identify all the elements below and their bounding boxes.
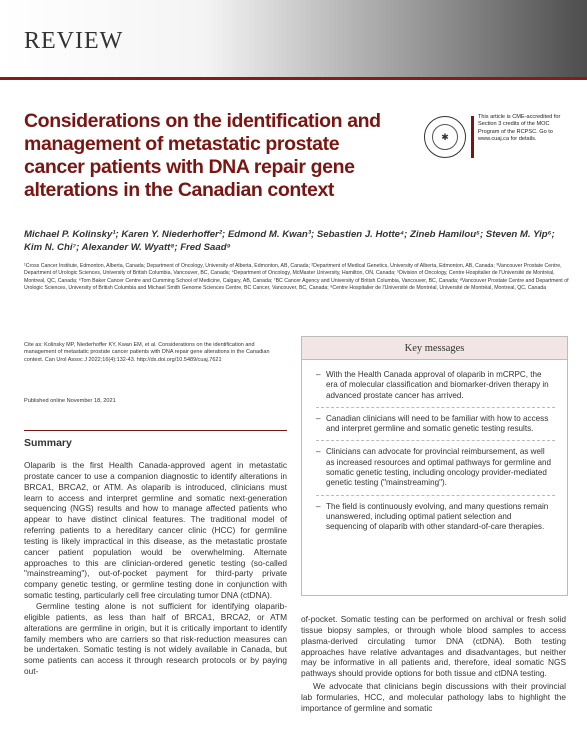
header-divider bbox=[0, 77, 587, 80]
section-label: REVIEW bbox=[24, 28, 124, 54]
key-message-text: The field is continuously evolving, and many questions remain unanswered, including optimal patient selection and sequencing of olaparib with other standard-of-care therapies. bbox=[326, 501, 549, 532]
right-paragraph-2: We advocate that clinicians begin discussions with their provincial lab formularies, HCC, and molecular pathology labs to highlight the importance of germline and somatic bbox=[301, 681, 566, 713]
summary-heading: Summary bbox=[24, 437, 72, 449]
list-item: – The field is continuously evolving, and many questions remain unanswered, including optimal patient selection and sequencing of olaparib with other standard-of-care therapies. bbox=[316, 501, 549, 532]
key-message-text: With the Health Canada approval of olaparib in mCRPC, the era of molecular classification and biomarker-driven therapy in advanced prostate cancer has arrived. bbox=[326, 370, 549, 400]
right-paragraph-1: of-pocket. Somatic testing can be performed on archival or fresh solid tissue biopsy samples, or through whole blood samples to access plasma-derived circulating tumor DNA (ctDNA). Both testing approaches have relative advantages and disadvantages, but neither may be informative in all patients and, therefore, ideal somatic NGS pathways should provide options for both tissue and ctDNA testing. bbox=[301, 614, 566, 679]
seal-inner-icon: ✱ bbox=[432, 124, 458, 150]
affiliations: ¹Cross Cancer Institute, Edmonton, Alberta, Canada; Department of Oncology, University of Alberta, Edmonton, AB, Canada; ²Department of Medical Genetics, University of Alberta, Edmonton, AB, Canada; ³Vancouver Prostate Centre, Department of Urologic Sciences, University of British Columbia, Vancouver, BC, Canada; ⁴Department of Oncology, McMaster University, Hamilton, ON, Canada; ⁵Division of Oncology, Centre Hospitalier de l'Université de Montréal, Montreal, QC, Canada; ⁶Tom Baker Cancer Centre and Cumming School of Medicine, Calgary, AB, Canada; ⁷BC Cancer Agency and University of British Columbia, Vancouver, BC, Canada; ⁸Vancouver Prostate Centre and Department of Urologic Sciences, University of British Columbia and Michael Smith Genome Sciences Centre, BC Cancer, Vancouver, BC, Canada; ⁹Centre Hospitalier de l'Université de Montréal, Université de Montréal, Montreal, QC, Canada bbox=[24, 263, 569, 291]
summary-divider bbox=[24, 430, 287, 431]
summary-paragraph-2: Germline testing alone is not sufficient for identifying olaparib-eligible patients, as less than half of BRCA1, BRCA2, or ATM alterations are germline in origin, but it is critically important to identify family members who are carriers so that risk-reduction measures can be undertaken. Somatic testing is not widely available in Canada, but some patients can access it through research protocols or by paying out- bbox=[24, 600, 287, 677]
cme-accent-bar bbox=[471, 116, 474, 158]
summary-text bbox=[24, 460, 287, 677]
key-messages-list bbox=[316, 370, 555, 539]
list-item: – With the Health Canada approval of olaparib in mCRPC, the era of molecular classification and biomarker-driven therapy in advanced prostate cancer has arrived. bbox=[316, 370, 555, 408]
article-title: Considerations on the identification and management of metastatic prostate cancer patients with DNA repair gene alterations in the Canadian context bbox=[24, 110, 381, 201]
summary-paragraph-1: Olaparib is the first Health Canada-approved agent in metastatic prostate cancer to use a companion diagnostic to identify alterations in BRCA1, BRCA2, or ATM. As olaparib is introduced, clinicians must learn to access and interpret germline and somatic next-generation sequencing (NGS) results and how to manage affected patients who appear to have distinct clinical features. The traditional model of referring patients to a hereditary cancer clinic (HCC) for germline testing is likely impractical in this disease, as the metastatic prostate cancer patient population would be overwhelming. Alternate approaches to this are clinician-ordered genetic testing (so-called "mainstreaming"), out-of-pocket payment for third-party private company genetic testing, or germline testing done in conjunction with somatic testing, particularly cell free circulating tumor DNA (ctDNA). bbox=[24, 460, 287, 601]
seal-icon bbox=[424, 116, 466, 158]
key-message-text: Canadian clinicians will need to be familiar with how to access and interpret germline and somatic genetic testing results. bbox=[326, 413, 549, 434]
key-messages-box bbox=[301, 336, 568, 596]
cme-note: This article is CME-accredited for Section 3 credits of the MOC Program of the RCPSC. Go to www.cuaj.ca for details. bbox=[478, 114, 561, 143]
key-message-text: Clinicians can advocate for provincial reimbursement, as well as increased resources and optimal pathways for germline and somatic genetic testing, including oncology provider-mediated genetic testing ("mainstreaming"). bbox=[326, 447, 551, 488]
right-column-text bbox=[301, 614, 566, 714]
citation: Cite as: Kolinsky MP, Niederhoffer KY, Kwan EM, et al. Considerations on the identification and management of metastatic prostate cancer patients with DNA repair gene alterations in the Canadian context. Can Urol Assoc J 2022;16(4):132-43. http://dx.doi.org/10.5489/cuaj.7621 bbox=[24, 342, 270, 363]
published-date: Published online November 18, 2021 bbox=[24, 398, 116, 404]
list-item: – Canadian clinicians will need to be familiar with how to access and interpret germline and somatic genetic testing results. bbox=[316, 414, 555, 442]
key-messages-heading: Key messages bbox=[302, 337, 567, 360]
author-list: Michael P. Kolinsky¹; Karen Y. Niederhoffer²; Edmond M. Kwan³; Sebastien J. Hotte⁴; Zineb Hamilou⁵; Steven M. Yip⁶; Kim N. Chi⁷; Alexander W. Wyatt⁸; Fred Saad⁹ bbox=[24, 229, 555, 253]
list-item: – Clinicians can advocate for provincial reimbursement, as well as increased resources and optimal pathways for germline and somatic genetic testing, including oncology provider-mediated genetic testing ("mainstreaming"). bbox=[316, 447, 555, 495]
